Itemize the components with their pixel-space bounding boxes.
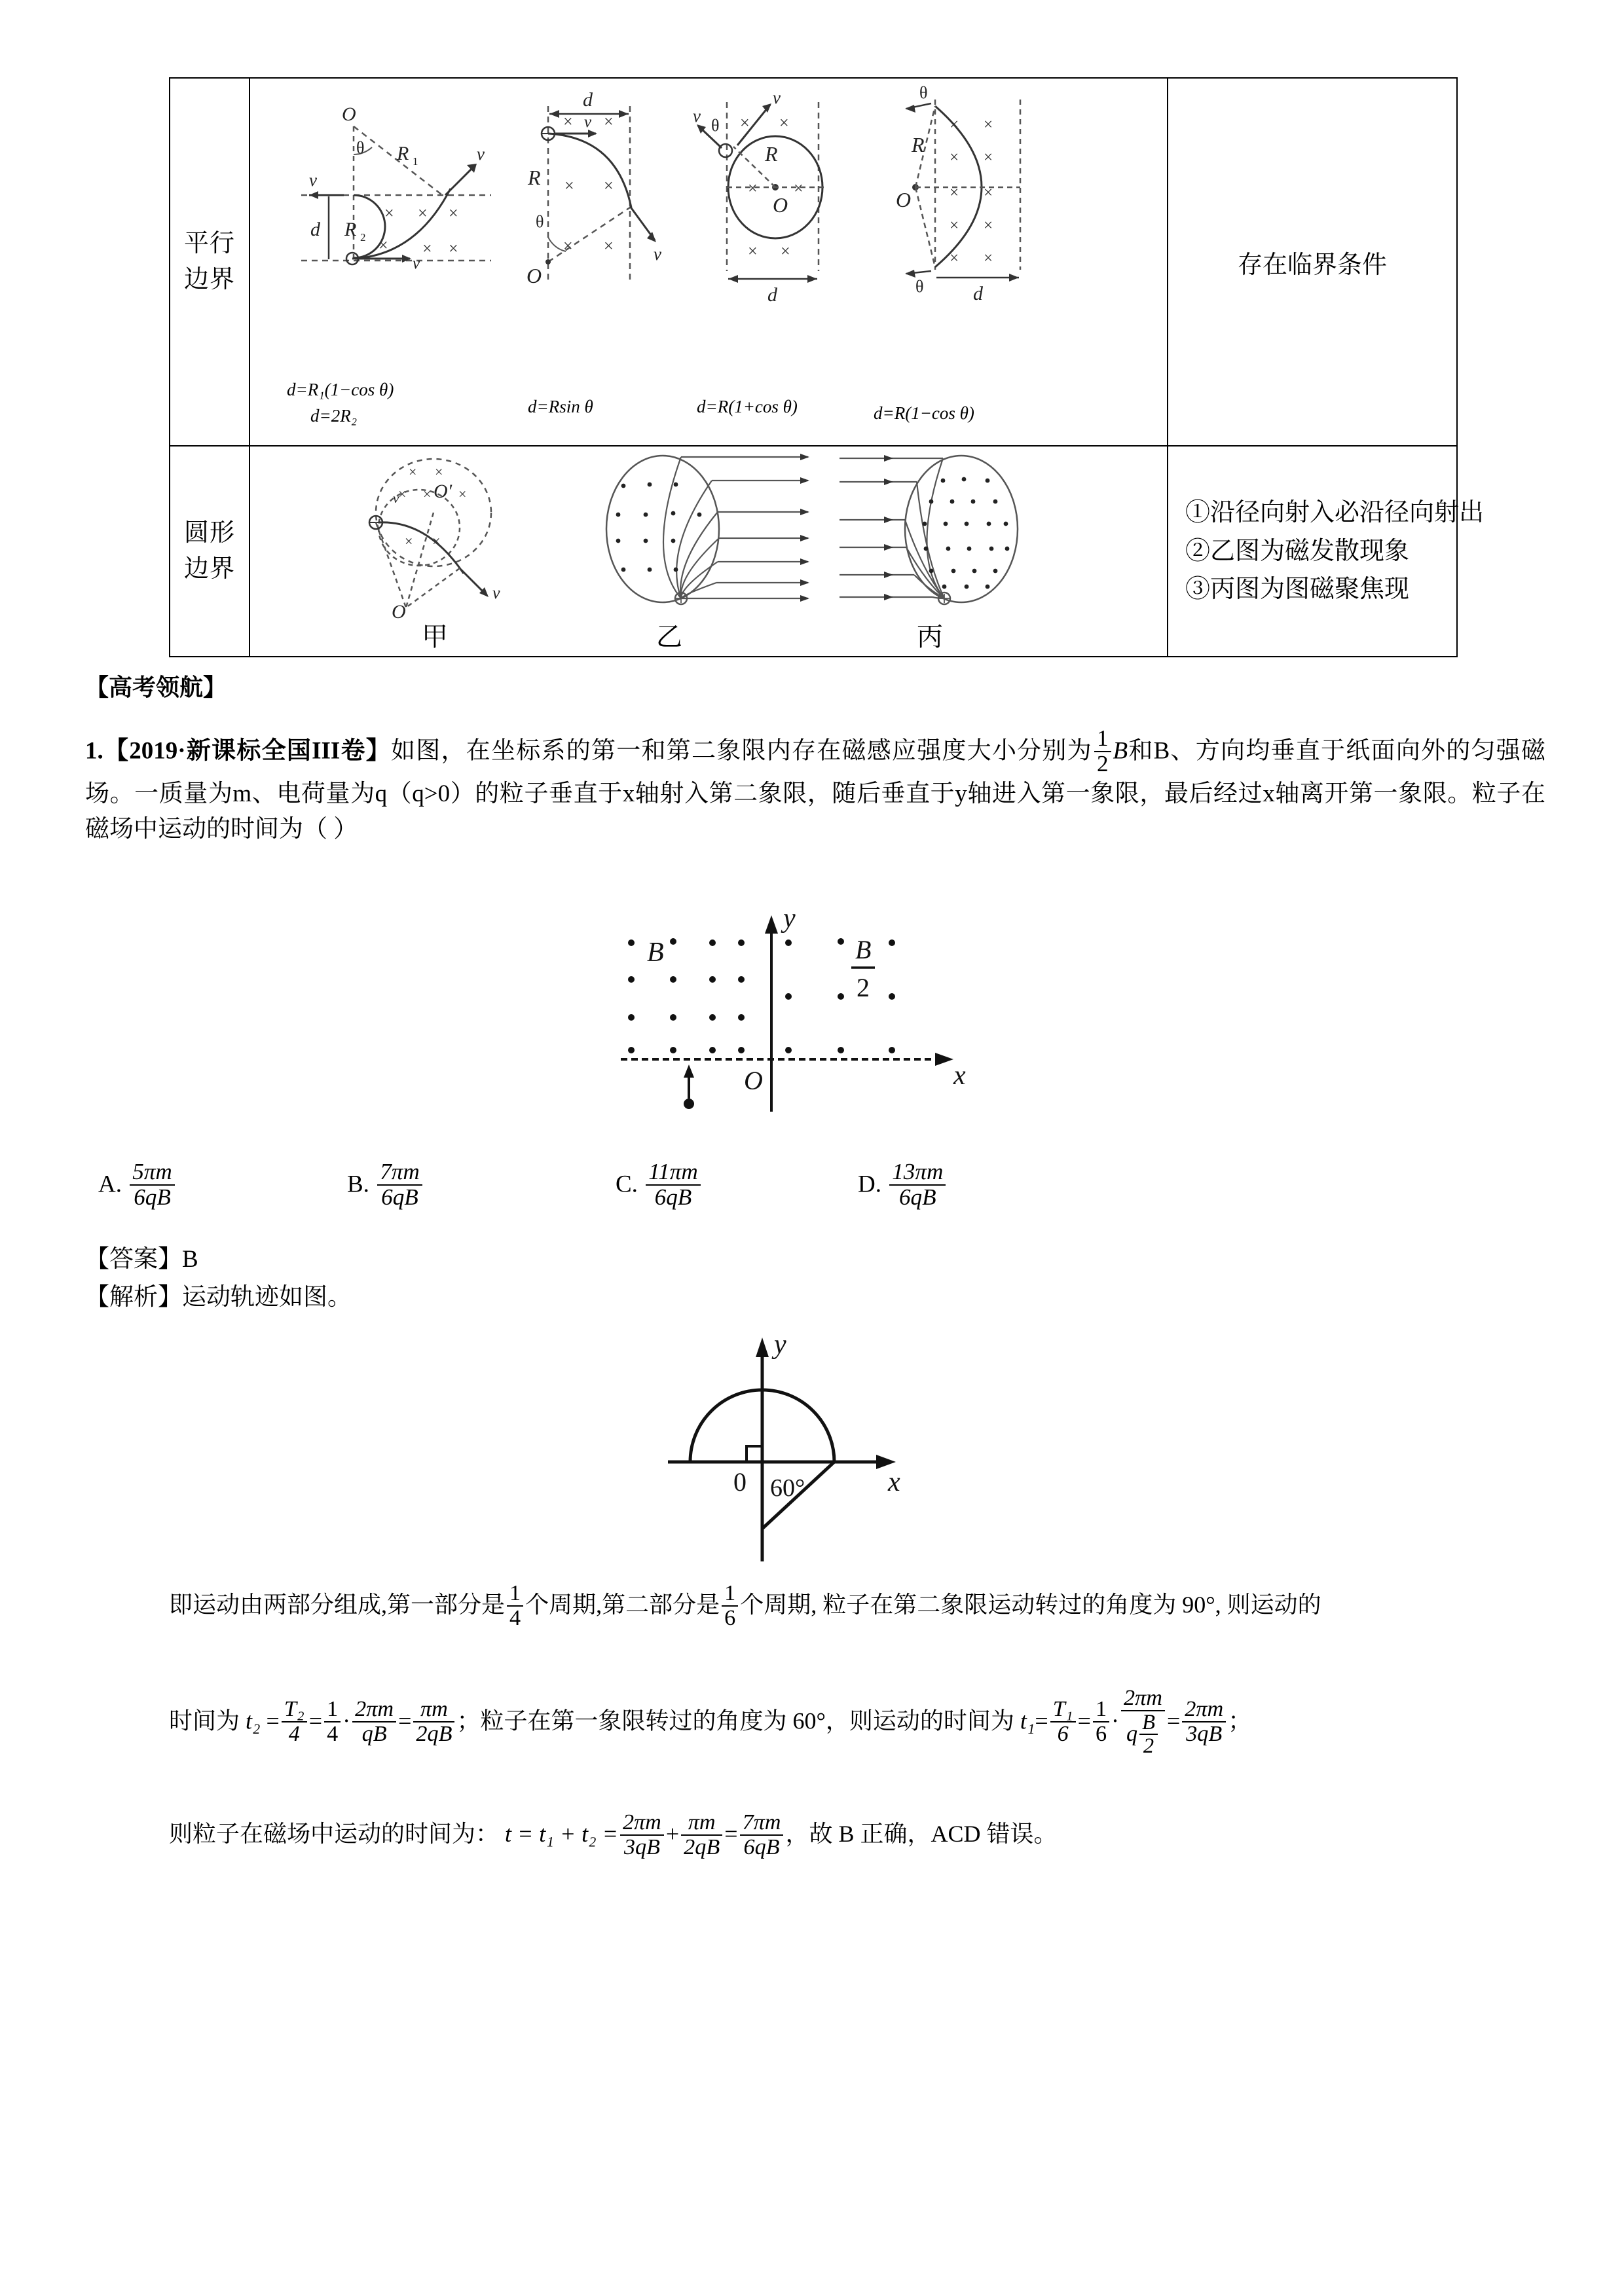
figure-parallel-4 bbox=[879, 82, 1062, 305]
svg-text:×: × bbox=[435, 464, 443, 480]
row-label-parallel-text bbox=[170, 226, 249, 298]
svg-text:θ: θ bbox=[711, 116, 720, 135]
sol2-f3-den: qB bbox=[361, 1722, 387, 1747]
sol3-f1-den: 3qB bbox=[623, 1834, 660, 1859]
axis-label-y: y bbox=[774, 1330, 786, 1360]
question-source: 【2019·新课标全国III卷】 bbox=[103, 737, 392, 765]
field-label-right-den: 2 bbox=[857, 973, 870, 1002]
question-number: 1. bbox=[85, 737, 103, 765]
svg-text:v: v bbox=[693, 106, 701, 126]
option-b[interactable] bbox=[347, 1160, 424, 1210]
svg-text:×: × bbox=[950, 249, 959, 267]
svg-text:×: × bbox=[779, 113, 789, 132]
formula-2: d=2R₂ bbox=[310, 406, 358, 426]
question-fraction-half bbox=[1094, 727, 1111, 776]
sol2-f6-num: 1 bbox=[1093, 1698, 1109, 1722]
answer-value: B bbox=[182, 1246, 198, 1273]
figure-parallel-3 bbox=[688, 82, 871, 305]
sol2-eqsign-1: = bbox=[266, 1707, 280, 1734]
svg-text:×: × bbox=[748, 242, 758, 261]
solution-line-2 bbox=[169, 1686, 1251, 1757]
fraction-denominator: 2 bbox=[1096, 750, 1109, 776]
formula-4: d=R(1+cos θ) bbox=[697, 397, 798, 416]
figure-trajectory bbox=[668, 1313, 969, 1568]
sol2-eqsign-2: = bbox=[308, 1707, 323, 1734]
svg-text:v: v bbox=[309, 170, 317, 190]
sol2-f2-den: 4 bbox=[327, 1722, 339, 1747]
svg-text:v: v bbox=[413, 255, 420, 272]
svg-text:O: O bbox=[342, 103, 356, 125]
svg-text:×: × bbox=[449, 204, 458, 223]
sol2-eqsign-5: = bbox=[1077, 1707, 1091, 1734]
svg-text:×: × bbox=[604, 176, 614, 195]
sol2-frac-pim-2qB bbox=[413, 1698, 454, 1746]
angle-label: 60° bbox=[770, 1474, 805, 1502]
option-a-num: 5πm bbox=[130, 1160, 175, 1186]
figure-parallel-2 bbox=[512, 86, 682, 302]
sol3-t: t = t₁ + t₂ = bbox=[505, 1821, 618, 1848]
sol2-f4-num: πm bbox=[413, 1698, 454, 1722]
parallel-figure-group bbox=[250, 79, 1167, 445]
label-line-2: 边界 bbox=[183, 555, 235, 583]
sol2-f2-num: 1 bbox=[324, 1698, 341, 1722]
note-line-2: ②乙图为磁发散现象 bbox=[1185, 537, 1410, 565]
note-line-3: ③丙图为图磁聚焦现 bbox=[1185, 575, 1410, 604]
svg-text:×: × bbox=[449, 239, 458, 258]
figure-coordinate-field bbox=[589, 902, 995, 1125]
row-figures-circular bbox=[249, 446, 1168, 657]
sol3-f1-num: 2πm bbox=[620, 1811, 664, 1836]
svg-text:×: × bbox=[564, 176, 574, 195]
sol1-frac2-num: 1 bbox=[722, 1582, 738, 1607]
label-line-1: 平行 bbox=[183, 229, 235, 257]
caption-bing: 丙 bbox=[917, 622, 943, 651]
table-row-circular-boundary bbox=[170, 446, 1457, 657]
svg-text:v: v bbox=[654, 244, 661, 264]
field-label-left: B bbox=[647, 938, 664, 968]
svg-text:×: × bbox=[378, 236, 388, 255]
svg-text:θ: θ bbox=[536, 212, 544, 231]
sol2-f7-den bbox=[1121, 1711, 1165, 1757]
table-row-parallel-boundary bbox=[170, 78, 1457, 446]
svg-text:×: × bbox=[422, 239, 432, 258]
sol2-dot-2: · bbox=[1111, 1707, 1120, 1734]
analysis-text: 运动轨迹如图。 bbox=[182, 1284, 352, 1311]
figure-parallel-1 bbox=[282, 97, 504, 293]
svg-text:×: × bbox=[984, 149, 993, 166]
svg-text:O: O bbox=[896, 188, 912, 211]
sol2-b: ；粒子在第一象限转过的角度为 60°，则运动的时间为 bbox=[456, 1707, 1014, 1734]
sol2-frac-1-6 bbox=[1093, 1698, 1109, 1746]
option-d-den: 6qB bbox=[898, 1184, 936, 1210]
note-parallel-text: 存在临界条件 bbox=[1237, 251, 1387, 279]
field-label-right-num: B bbox=[855, 935, 872, 964]
sol2-frac-2pim-qB2 bbox=[1121, 1686, 1165, 1757]
option-a-label: A. bbox=[98, 1171, 122, 1198]
svg-text:×: × bbox=[748, 179, 758, 198]
svg-text:×: × bbox=[604, 236, 614, 255]
svg-text:×: × bbox=[384, 204, 394, 223]
axis-label-y: y bbox=[783, 903, 796, 934]
option-d-value bbox=[889, 1160, 946, 1210]
sol2-f7-inner-num: B bbox=[1139, 1711, 1158, 1735]
svg-text:v: v bbox=[773, 88, 781, 107]
svg-text:×: × bbox=[794, 179, 803, 198]
analysis-line bbox=[85, 1277, 352, 1312]
note-circular-text bbox=[1168, 494, 1485, 610]
sol1-frac1-den: 4 bbox=[509, 1605, 521, 1630]
svg-text:×: × bbox=[563, 112, 573, 131]
boundary-summary-table bbox=[169, 77, 1485, 657]
sol3-f3-num: 7πm bbox=[740, 1811, 784, 1836]
option-a-value bbox=[130, 1160, 175, 1210]
circular-figure-group bbox=[250, 446, 1167, 656]
sol2-f3-num: 2πm bbox=[352, 1698, 396, 1722]
option-d-label: D. bbox=[858, 1171, 881, 1198]
question-fraction-tail: B bbox=[1113, 737, 1128, 765]
formula-1: d=R₁(1−cos θ) bbox=[287, 380, 394, 399]
svg-text:×: × bbox=[432, 533, 441, 549]
sol2-f8-num: 2πm bbox=[1182, 1698, 1226, 1722]
svg-text:×: × bbox=[950, 116, 959, 134]
sol2-f5-num: T₁ bbox=[1050, 1698, 1076, 1722]
sol2-t1: t₁ bbox=[1020, 1707, 1035, 1734]
sol3-a: 则粒子在磁场中运动的时间为： bbox=[169, 1821, 500, 1848]
svg-text:2: 2 bbox=[360, 231, 366, 244]
figure-circular-bing bbox=[833, 452, 1082, 615]
row-label-circular bbox=[170, 446, 249, 657]
sol2-f6-den: 6 bbox=[1095, 1722, 1107, 1747]
sol2-dot-1: · bbox=[342, 1707, 351, 1734]
options-row bbox=[98, 1152, 1539, 1231]
sol3-eq: = bbox=[724, 1821, 738, 1848]
option-b-label: B. bbox=[347, 1171, 369, 1198]
svg-text:×: × bbox=[398, 486, 407, 502]
row-note-circular bbox=[1168, 446, 1485, 657]
sol1-frac2-den: 6 bbox=[724, 1605, 736, 1630]
row-label-parallel bbox=[170, 78, 249, 446]
sol2-frac-2pim-qB bbox=[352, 1698, 396, 1746]
svg-text:R: R bbox=[344, 219, 357, 240]
solution-line-3 bbox=[169, 1811, 1058, 1859]
sol1-frac-quarter bbox=[507, 1582, 523, 1630]
formula-5: d=R(1−cos θ) bbox=[874, 403, 974, 423]
solution-line-1 bbox=[169, 1582, 1321, 1630]
sol3-b: ，故 B 正确，ACD 错误。 bbox=[785, 1821, 1058, 1848]
note-line-1: ①沿径向射入必沿径向射出 bbox=[1185, 498, 1485, 526]
sol2-eqsign-6: = bbox=[1166, 1707, 1181, 1734]
svg-text:O': O' bbox=[434, 481, 452, 502]
svg-text:v: v bbox=[492, 583, 500, 602]
question-text-part2: 和B、方向均垂直于纸面向外的匀强磁场。一质量为m、电荷量为q（q>0）的粒子垂直于x轴射入第二象限，随后垂直于y轴进入第一象限，最后经过x轴离开第一象限。粒子在磁场中运动的时间为（ ） bbox=[85, 737, 1546, 843]
sol2-frac-T2-4 bbox=[282, 1698, 307, 1746]
sol2-f1-den: 4 bbox=[288, 1722, 300, 1747]
option-b-num: 7πm bbox=[377, 1160, 422, 1186]
sol2-f7-num: 2πm bbox=[1121, 1686, 1165, 1711]
svg-text:O: O bbox=[526, 264, 542, 287]
sol1-a: 即运动由两部分组成,第一部分是 bbox=[169, 1592, 506, 1618]
label-line-2: 边界 bbox=[183, 266, 235, 293]
svg-text:1: 1 bbox=[413, 155, 418, 168]
option-b-den: 6qB bbox=[381, 1184, 418, 1210]
sol3-f2-num: πm bbox=[681, 1811, 722, 1836]
svg-text:R: R bbox=[528, 166, 541, 189]
row-note-parallel bbox=[1168, 78, 1457, 446]
svg-text:×: × bbox=[409, 464, 417, 480]
svg-text:d: d bbox=[767, 284, 777, 305]
svg-text:R: R bbox=[765, 142, 778, 166]
question-text-part1: 如图，在坐标系的第一和第二象限内存在磁感应强度大小分别为 bbox=[391, 737, 1092, 765]
svg-text:O: O bbox=[773, 193, 788, 217]
sol2-f1-num: T₂ bbox=[282, 1698, 307, 1722]
sol2-frac-1-4 bbox=[324, 1698, 341, 1746]
sol1-frac1-num: 1 bbox=[507, 1582, 523, 1607]
svg-text:×: × bbox=[950, 149, 959, 166]
option-c-den: 6qB bbox=[654, 1184, 692, 1210]
sol2-t2: t₂ bbox=[246, 1707, 261, 1734]
svg-text:×: × bbox=[740, 113, 750, 132]
sol2-f5-den: 6 bbox=[1057, 1722, 1069, 1747]
svg-text:v: v bbox=[477, 144, 485, 164]
svg-text:×: × bbox=[984, 249, 993, 267]
svg-text:×: × bbox=[563, 236, 573, 255]
sol2-f7-inner-den: 2 bbox=[1143, 1734, 1154, 1758]
section-heading: 【高考领航】 bbox=[85, 674, 227, 701]
svg-text:v: v bbox=[393, 490, 399, 506]
option-c[interactable] bbox=[616, 1160, 703, 1210]
sol3-f2-den: 2qB bbox=[684, 1834, 720, 1859]
row-figures-parallel bbox=[249, 78, 1168, 446]
svg-text:v: v bbox=[584, 113, 592, 131]
option-d[interactable] bbox=[858, 1160, 948, 1210]
sol1-b: 个周期,第二部分是 bbox=[525, 1592, 720, 1618]
svg-text:×: × bbox=[984, 184, 993, 202]
sol3-f3-den: 6qB bbox=[743, 1834, 780, 1859]
sol2-eqsign-4: = bbox=[1035, 1707, 1048, 1734]
option-c-num: 11πm bbox=[646, 1160, 701, 1186]
sol2-frac-T1-6 bbox=[1050, 1698, 1076, 1746]
sol3-frac-pim-2qB bbox=[681, 1811, 722, 1859]
option-a[interactable] bbox=[98, 1160, 177, 1210]
axis-label-x: x bbox=[953, 1061, 966, 1091]
analysis-tag: 【解析】 bbox=[85, 1284, 182, 1311]
svg-text:×: × bbox=[418, 204, 428, 223]
svg-text:×: × bbox=[604, 112, 614, 131]
option-a-den: 6qB bbox=[134, 1184, 171, 1210]
svg-text:R: R bbox=[912, 133, 925, 156]
sol2-f8-den: 3qB bbox=[1186, 1722, 1223, 1747]
figure-circular-yi bbox=[578, 452, 813, 615]
parallel-formula-row bbox=[250, 380, 1167, 436]
svg-text:θ: θ bbox=[919, 83, 928, 102]
figure-circular-jia bbox=[335, 450, 532, 621]
svg-text:×: × bbox=[950, 217, 959, 234]
fraction-numerator: 1 bbox=[1094, 727, 1111, 752]
sol3-frac-2pim-3qB bbox=[620, 1811, 664, 1859]
sol2-frac-2pim-3qB bbox=[1182, 1698, 1226, 1746]
sol1-c: 个周期, 粒子在第二象限运动转过的角度为 90°, 则运动的 bbox=[740, 1592, 1321, 1618]
origin-label: O bbox=[744, 1066, 763, 1095]
question-paragraph bbox=[85, 727, 1545, 847]
svg-text:×: × bbox=[984, 116, 993, 134]
sol2-a: 时间为 bbox=[169, 1707, 240, 1734]
sol2-f7-inner bbox=[1139, 1711, 1158, 1757]
svg-text:×: × bbox=[423, 486, 432, 502]
svg-text:×: × bbox=[405, 533, 413, 549]
svg-text:d: d bbox=[973, 283, 983, 304]
row-label-circular-text bbox=[170, 515, 249, 587]
option-c-value bbox=[646, 1160, 701, 1210]
option-c-label: C. bbox=[616, 1171, 638, 1198]
option-b-value bbox=[377, 1160, 422, 1210]
sol2-tail: ； bbox=[1228, 1707, 1252, 1734]
svg-text:d: d bbox=[310, 219, 320, 240]
formula-3: d=Rsin θ bbox=[528, 397, 593, 416]
label-line-1: 圆形 bbox=[183, 519, 235, 547]
svg-text:θ: θ bbox=[356, 138, 365, 157]
svg-text:R: R bbox=[397, 143, 409, 164]
svg-text:×: × bbox=[950, 184, 959, 202]
sol3-frac-7pim-6qB bbox=[740, 1811, 784, 1859]
sol2-eqsign-3: = bbox=[398, 1707, 412, 1734]
caption-jia: 甲 bbox=[422, 622, 448, 651]
svg-text:O: O bbox=[392, 601, 406, 621]
origin-label: 0 bbox=[733, 1467, 747, 1497]
caption-yi: 乙 bbox=[656, 622, 682, 651]
answer-tag: 【答案】 bbox=[85, 1246, 182, 1273]
svg-text:d: d bbox=[583, 89, 593, 111]
svg-text:θ: θ bbox=[915, 277, 924, 296]
answer-line bbox=[85, 1239, 198, 1274]
svg-text:×: × bbox=[458, 486, 467, 502]
option-d-num: 13πm bbox=[889, 1160, 946, 1186]
svg-text:×: × bbox=[984, 217, 993, 234]
sol2-f7-q: q bbox=[1126, 1722, 1138, 1747]
svg-text:×: × bbox=[781, 242, 790, 261]
axis-label-x: x bbox=[888, 1467, 900, 1497]
sol3-plus: + bbox=[665, 1821, 680, 1848]
sol2-f4-den: 2qB bbox=[416, 1722, 452, 1747]
sol1-frac-sixth bbox=[722, 1582, 738, 1630]
